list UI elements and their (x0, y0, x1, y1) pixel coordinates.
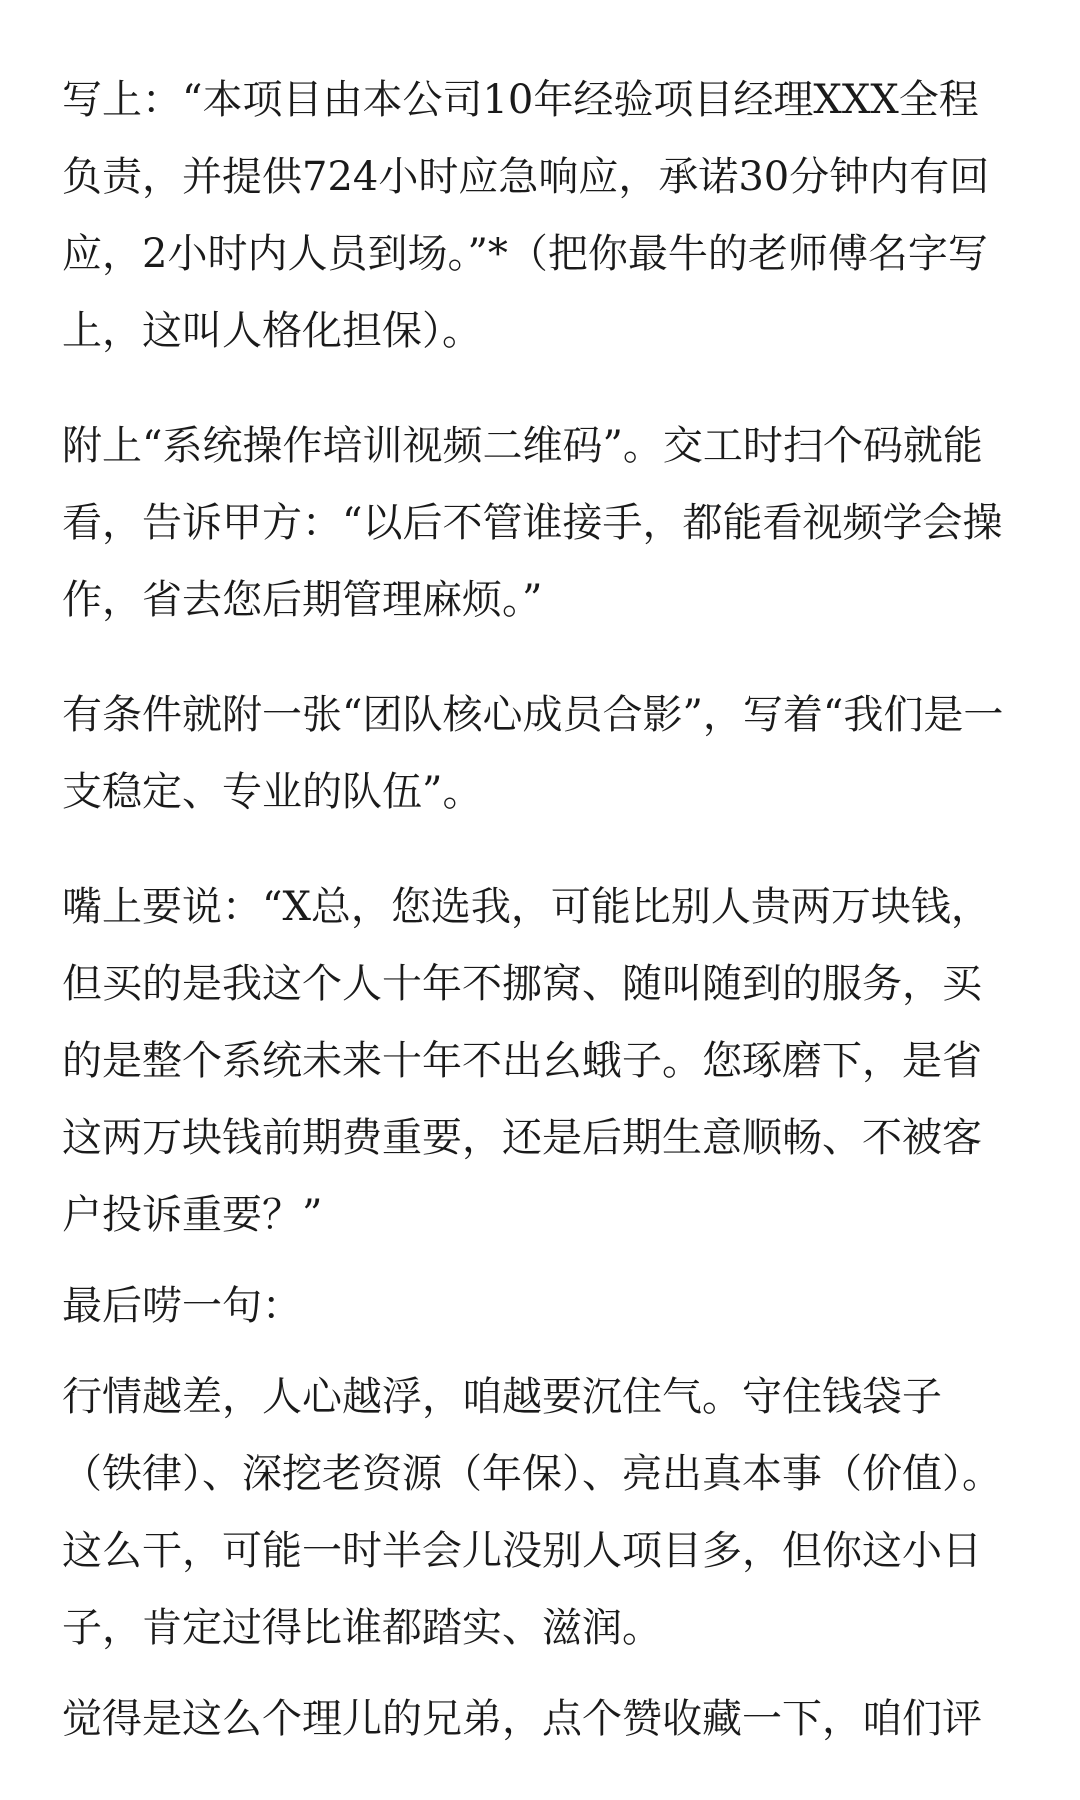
paragraph-team-photo: 有条件就附一张“团队核心成员合影”，写着“我们是一支稳定、专业的队伍”。 (62, 692, 1004, 815)
article-body (62, 62, 1018, 1758)
paragraph-call-to-action: 觉得是这么个理儿的兄弟，点个赞收藏一下，咱们评 (62, 1696, 982, 1742)
paragraph-closing-intro: 最后唠一句： (62, 1283, 302, 1329)
paragraph-pitch: 嘴上要说：“X总，您选我，可能比别人贵两万块钱，但买的是我这个人十年不挪窝、随叫随到的服务，买的是整个系统未来十年不出幺蛾子。您琢磨下，是省这两万块钱前期费重要，还是后期生意顺畅、不被客户投诉重要？” (62, 884, 991, 1238)
paragraph-guarantee: 写上：“本项目由本公司10年经验项目经理XXX全程负责，并提供724小时应急响应，承诺30分钟内有回应，2小时内人员到场。”*（把你最牛的老师傅名字写上，这叫人格化担保）。 (62, 77, 990, 354)
paragraph-training-video: 附上“系统操作培训视频二维码”。交工时扫个码就能看，告诉甲方：“以后不管谁接手，都能看视频学会操作，省去您后期管理麻烦。” (62, 423, 1003, 623)
paragraph-summary: 行情越差，人心越浮，咱越要沉住气。守住钱袋子（铁律）、深挖老资源（年保）、亮出真本事（价值）。这么干，可能一时半会儿没别人项目多，但你这小日子，肯定过得比谁都踏实、滋润。 (62, 1374, 1002, 1651)
